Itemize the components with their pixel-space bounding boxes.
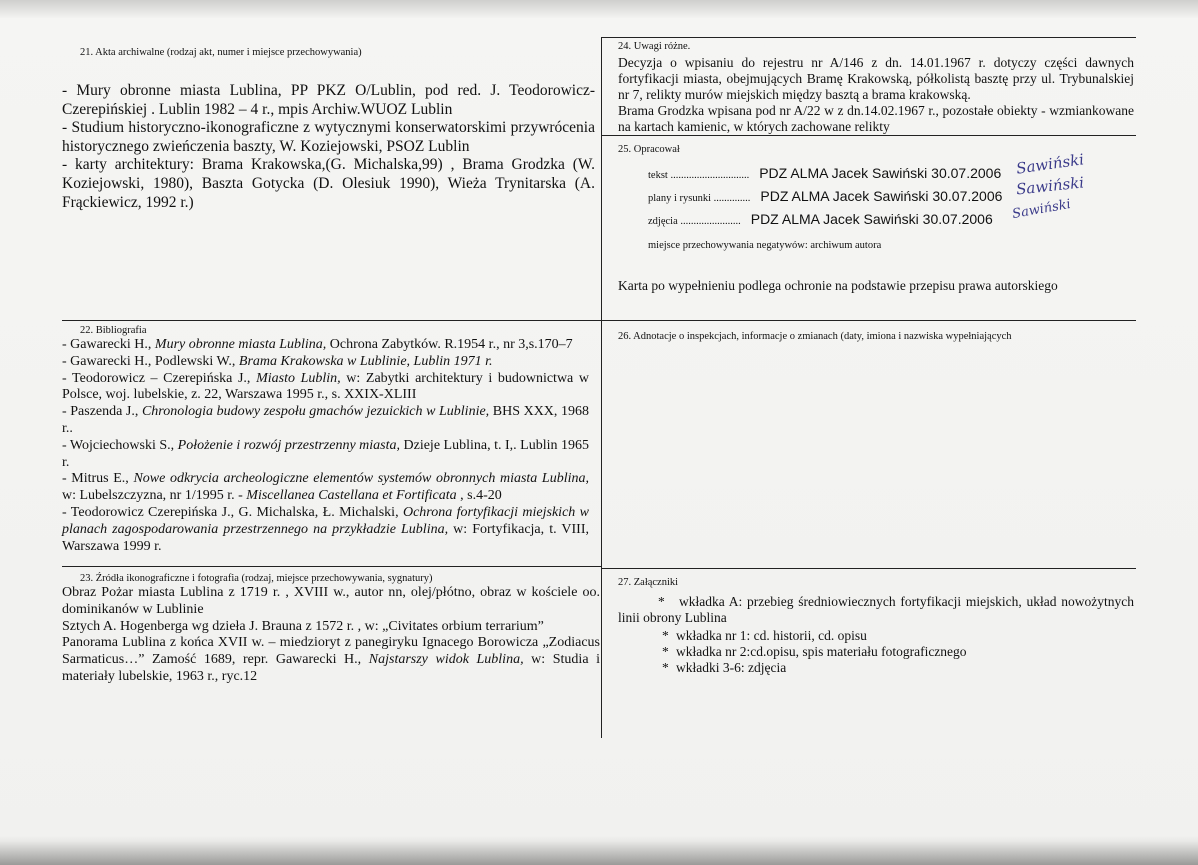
section-21-body — [62, 82, 595, 212]
attachment-first: * wkładka A: przebieg średniowiecznych fortyfikacji miejskich, układ nowożytnych linii obrony Lublina — [618, 594, 1134, 625]
scan-top-edge — [0, 0, 1198, 18]
plany-value: PDZ ALMA Jacek Sawiński 30.07.2006 — [760, 188, 1003, 204]
section-25-prepared-by — [618, 143, 1134, 313]
attachment-item: * wkładki 3-6: zdjęcia — [662, 660, 787, 675]
archival-item: - karty architektury: Brama Krakowska,(G. Michalska,99) , Brama Grodzka (W. Koziejowski, 1980), Baszta Gotycka (D. Olesiuk 1990), Wieża Trynitarska (A. Frąckiewicz, 1992 r.) — [62, 156, 595, 211]
rule-row3-right — [601, 568, 1136, 569]
bibliography-list — [62, 337, 589, 555]
plany-label: plany i rysunki .............. — [648, 193, 751, 204]
section-21-archival-records — [62, 46, 595, 212]
section-25-heading: 25. Opracował — [618, 144, 680, 155]
tekst-value: PDZ ALMA Jacek Sawiński 30.07.2006 — [759, 165, 1002, 181]
iconographic-item: Panorama Lublina z końca XVII w. – miedzioryt z panegiryku Ignacego Borowicza „Zodiacus Sarmaticus…” Zamość 1689, repr. Gawarecki H., Najstarszy widok Lublina, w: Studia i materiały lubelskie, 1963 r., ryc.12 — [62, 635, 601, 684]
bibliography-item: - Teodorowicz Czerepińska J., G. Michalska, Ł. Michalski, Ochrona fortyfikacji miejskich w planach zagospodarowania przestrzennego na przykładzie Lublina, w: Fortyfikacja, t. VIII, Warszawa 1999 r. — [62, 504, 590, 554]
copyright-note: Karta po wypełnieniu podlega ochronie na podstawie przepisu prawa autorskiego — [618, 278, 1058, 293]
attachment-item: * wkładka nr 1: cd. historii, cd. opisu — [662, 628, 867, 643]
section-23-heading: 23. Źródła ikonograficzne i fotografia (rodzaj, miejsce przechowywania, sygnatury) — [80, 573, 433, 584]
iconographic-item: Sztych A. Hogenberga wg dzieła J. Brauna z 1572 r. , w: „Civitates orbium terrarium” — [62, 618, 544, 634]
bibliography-item: - Gawarecki H., Podlewski W., Brama Krakowska w Lublinie, Lublin 1971 r. — [62, 353, 493, 369]
section-26-heading: 26. Adnotacje o inspekcjach, informacje o zmianach (daty, imiona i nazwiska wypełniających — [618, 331, 1012, 342]
rule-24-25 — [601, 135, 1136, 136]
prepared-text-row — [648, 165, 1001, 183]
scan-bottom-edge — [0, 835, 1198, 865]
negatives-location: miejsce przechowywania negatywów: archiwum autora — [648, 240, 882, 251]
tekst-label: tekst .............................. — [648, 170, 750, 181]
top-rule-right — [601, 37, 1136, 38]
rule-row3-left — [62, 566, 602, 567]
prepared-plans-row — [648, 188, 1002, 206]
bibliography-item: - Teodorowicz – Czerepińska J., Miasto Lublin, w: Zabytki architektury i budownictwa w Polsce, woj. lubelskie, z. 22, Warszawa 1995 r., s. XXIX-XLIII — [62, 370, 590, 403]
bibliography-item: - Gawarecki H., Mury obronne miasta Lublina, Ochrona Zabytków. R.1954 r., nr 3,s.170–7 — [62, 337, 573, 352]
bibliography-item: - Paszenda J., Chronologia budowy zespołu gmachów jezuickich w Lublinie, BHS XXX, 1968 r.. — [62, 404, 589, 436]
signature-1: Sawiński — [1015, 150, 1086, 178]
zdjecia-label: zdjęcia ....................... — [648, 216, 741, 227]
bibliography-item: - Wojciechowski S., Położenie i rozwój przestrzenny miasta, Dzieje Lublina, t. I,. Lublin 1965 r. — [62, 437, 589, 470]
remarks-paragraph-2: Brama Grodzka wpisana pod nr A/22 w z dn.14.02.1967 r., pozostałe obiekty - wzmiankowane na kartach kamienic, w których zachowane relikty — [618, 103, 1134, 134]
archival-item: - Mury obronne miasta Lublina, PP PKZ O/Lublin, pod red. J. Teodorowicz-Czerepińskiej . Lublin 1982 – 4 r., mpis Archiw.WUOZ Lublin — [62, 82, 595, 118]
section-24-heading: 24. Uwagi różne. — [618, 41, 691, 52]
section-22-bibliography — [62, 324, 589, 555]
iconographic-list — [62, 585, 600, 686]
attachments-list — [618, 594, 1134, 676]
attachment-item: * wkładka nr 2:cd.opisu, spis materiału fotograficznego — [662, 644, 967, 659]
signature-2: Sawiński — [1015, 173, 1085, 199]
section-22-heading: 22. Bibliografia — [80, 325, 147, 336]
center-divider — [601, 38, 602, 738]
section-27-attachments — [618, 576, 1134, 676]
rule-row2 — [62, 320, 1136, 321]
iconographic-item: Obraz Pożar miasta Lublina z 1719 r. , XVIII w., autor nn, olej/płótno, obraz w kościele oo. dominikanów w Lublinie — [62, 585, 600, 617]
section-21-heading: 21. Akta archiwalne (rodzaj akt, numer i miejsce przechowywania) — [80, 47, 362, 58]
zdjecia-value: PDZ ALMA Jacek Sawiński 30.07.2006 — [750, 211, 993, 227]
signature-3: Sawiński — [1011, 196, 1072, 223]
bibliography-item: - Mitrus E., Nowe odkrycia archeologiczne elementów systemów obronnych miasta Lublina, w: Lubelszczyzna, nr 1/1995 r. - Miscellanea Castellana et Fortificata , s.4-20 — [62, 471, 589, 504]
archival-item: - Studium historyczno-ikonograficzne z wytycznymi konserwatorskimi przywrócenia historycznego zwieńczenia baszty, W. Koziejowski, PSOZ Lublin — [62, 119, 595, 155]
remarks-paragraph-1: Decyzja o wpisaniu do rejestru nr A/146 z dn. 14.01.1967 r. dotyczy części dawnych fortyfikacji miasta, obejmujących Bramę Krakowską, półkolistą basztę przy ul. Trybunalskiej nr 7, relikty murów miejskich między basztą a brama krakowską. — [618, 55, 1134, 102]
section-23-iconographic-sources — [62, 572, 600, 686]
section-24-remarks — [618, 40, 1134, 135]
section-27-heading: 27. Załączniki — [618, 577, 679, 588]
section-26-inspection-notes — [618, 330, 1134, 343]
prepared-photos-row — [648, 211, 993, 229]
